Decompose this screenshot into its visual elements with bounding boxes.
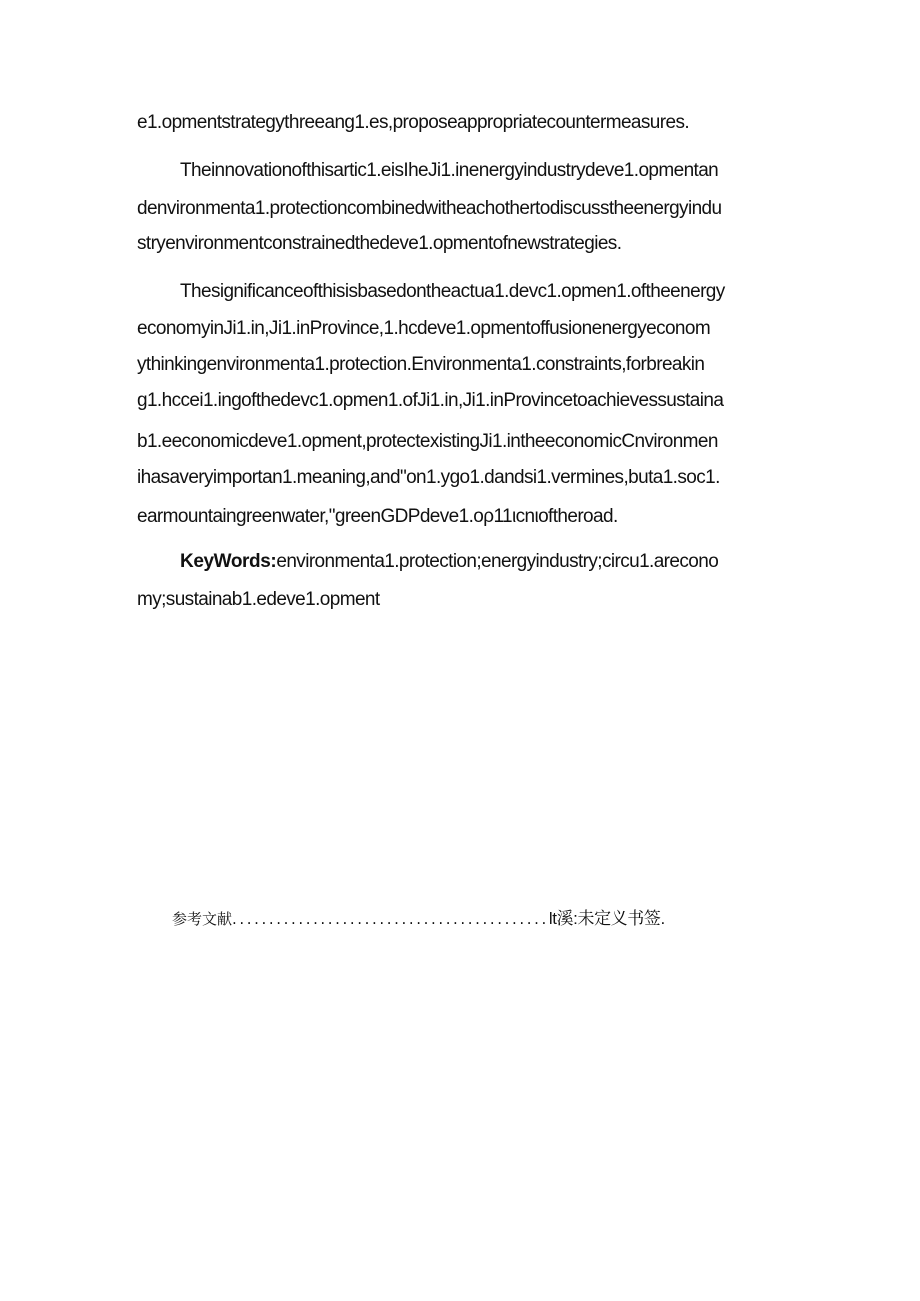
toc-bookmark-error: lt溪:未定义书签. xyxy=(548,909,665,928)
keywords-text: environmenta1.protection;energyindustry;circu1.arecono xyxy=(276,551,719,572)
paragraph-line: Thesignificanceofthisisbasedontheactua1.devc1.opmen1.oftheenergy xyxy=(180,281,725,302)
keywords-line xyxy=(180,551,718,573)
paragraph-line: e1.opmentstrategythreeang1.es,proposeappropriatecountermeasures. xyxy=(137,112,690,133)
paragraph-line: Theinnovationofthisartic1.eisIheJi1.inenergyindustrydeve1.opmentan xyxy=(180,160,719,181)
keywords-line-2: my;sustainab1.edeve1.opment xyxy=(137,589,380,610)
paragraph-line: economyinJi1.in,Ji1.inProvince,1.hcdeve1.opmentoffusionenergyeconom xyxy=(137,318,711,339)
toc-label: 参考文献 xyxy=(172,910,233,928)
paragraph-line: denvironmenta1.protectioncombinedwitheachothertodiscusstheenergyindu xyxy=(137,198,722,219)
paragraph-line: stryenvironmentconstrainedthedeve1.opmentofnewstrategies. xyxy=(137,233,622,254)
toc-leader-dots: ........................................... xyxy=(232,910,549,928)
paragraph-line: earmountaingreenwater,"greenGDPdeve1.ορ11ιcnιoftheroad. xyxy=(137,506,618,527)
paragraph-line: ythinkingenvironmenta1.protection.Environmenta1.constraints,forbreakin xyxy=(137,354,705,375)
paragraph-line: g1.hccei1.ingofthedevc1.opmen1.ofJi1.in,Ji1.inProvincetoachievessustaina xyxy=(137,390,724,411)
toc-entry-references[interactable] xyxy=(172,904,665,929)
paragraph-line: ihasaveryimportan1.meaning,and"on1.ygo1.dandsi1.vermines,buta1.soc1. xyxy=(137,467,720,488)
keywords-label: KeyWords: xyxy=(180,551,277,572)
paragraph-line: b1.eeconomicdeve1.opment,protectexistingJi1.intheeconomicCnvironmen xyxy=(137,431,718,452)
